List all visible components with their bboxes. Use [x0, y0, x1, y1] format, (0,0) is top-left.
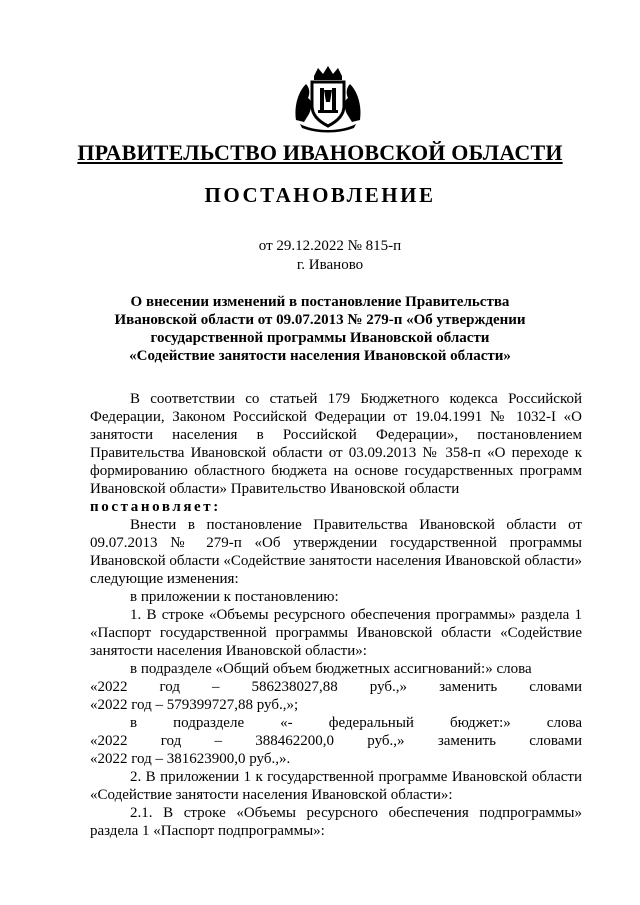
coat-of-arms-icon [292, 62, 364, 134]
word: «2022 [90, 679, 128, 695]
paragraph-item-2-1: 2.1. В строке «Объемы ресурсного обеспечения подпрограммы» раздела 1 «Паспорт подпрограммы»: [90, 805, 582, 839]
document-body [90, 390, 582, 840]
total-replace-end: «2022 год – 579399727,88 руб.,»; [90, 697, 299, 713]
resolves-word: постановляет: [90, 499, 221, 515]
word: словами [529, 733, 582, 749]
word: слова [546, 715, 582, 731]
word: руб.,» [367, 733, 405, 749]
word: подразделе [173, 715, 245, 731]
paragraph-item-1: 1. В строке «Объемы ресурсного обеспечения программы» раздела 1 «Паспорт государственной программы Ивановской области «Содействие занятости населения Ивановской области»: [90, 607, 582, 659]
city: г. Иваново [296, 257, 364, 273]
resolves-line [90, 498, 582, 516]
federal-replace-end: «2022 год – 381623900,0 руб.,». [90, 751, 291, 767]
document-type: ПОСТАНОВЛЕНИЕ [204, 183, 436, 207]
word: заменить [437, 733, 496, 749]
word: год [160, 733, 182, 749]
word: год [159, 679, 180, 695]
word: в [130, 715, 138, 731]
paragraph-subsection-total: в подразделе «Общий объем бюджетных ассигнований:» слова [130, 661, 532, 677]
organization-name: ПРАВИТЕЛЬСТВО ИВАНОВСКОЙ ОБЛАСТИ [77, 140, 563, 165]
word: 586238027,88 [251, 679, 338, 695]
word: заменить [439, 679, 498, 695]
word: руб.,» [369, 679, 408, 695]
paragraph-item-2: 2. В приложении 1 к государственной программе Ивановской области «Содействие занятости населения Ивановской области»: [90, 769, 582, 803]
federal-subsection-row [90, 714, 582, 732]
document-meta [0, 237, 640, 275]
word: 388462200,0 [255, 733, 335, 749]
word: бюджет:» [449, 715, 511, 731]
document-title: О внесении изменений в постановление Правительства Ивановской области от 09.07.2013 № 279-п «Об утверждении государственной программы Ивановской области «Содействие занятости населения Ивановской области» [114, 294, 526, 364]
preamble-paragraph: В соответствии со статьей 179 Бюджетного кодекса Российской Федерации, Законом Российской Федерации от 19.04.1991 № 1032-I «О занятости населения в Российской Федерации», постановлением Правительства Ивановской области от 03.09.2013 № 358-п «О переходе к формированию областного бюджета на основе государственных программ Ивановской области» Правительство Ивановской области [90, 391, 582, 497]
paragraph-amend: Внести в постановление Правительства Ивановской области от 09.07.2013 № 279-п «Об утверждении государственной программы Ивановской области «Содействие занятости населения Ивановской области» следующие изменения: [90, 517, 582, 587]
total-replace-row [90, 678, 582, 696]
federal-replace-row [90, 732, 582, 750]
date-number: от 29.12.2022 № 815-п [258, 238, 402, 254]
word: «2022 [90, 733, 128, 749]
paragraph-appendix: в приложении к постановлению: [130, 589, 339, 605]
word: – [214, 733, 223, 749]
word: федеральный [328, 715, 414, 731]
word: – [212, 679, 220, 695]
word: «- [280, 715, 293, 731]
word: словами [529, 679, 582, 695]
